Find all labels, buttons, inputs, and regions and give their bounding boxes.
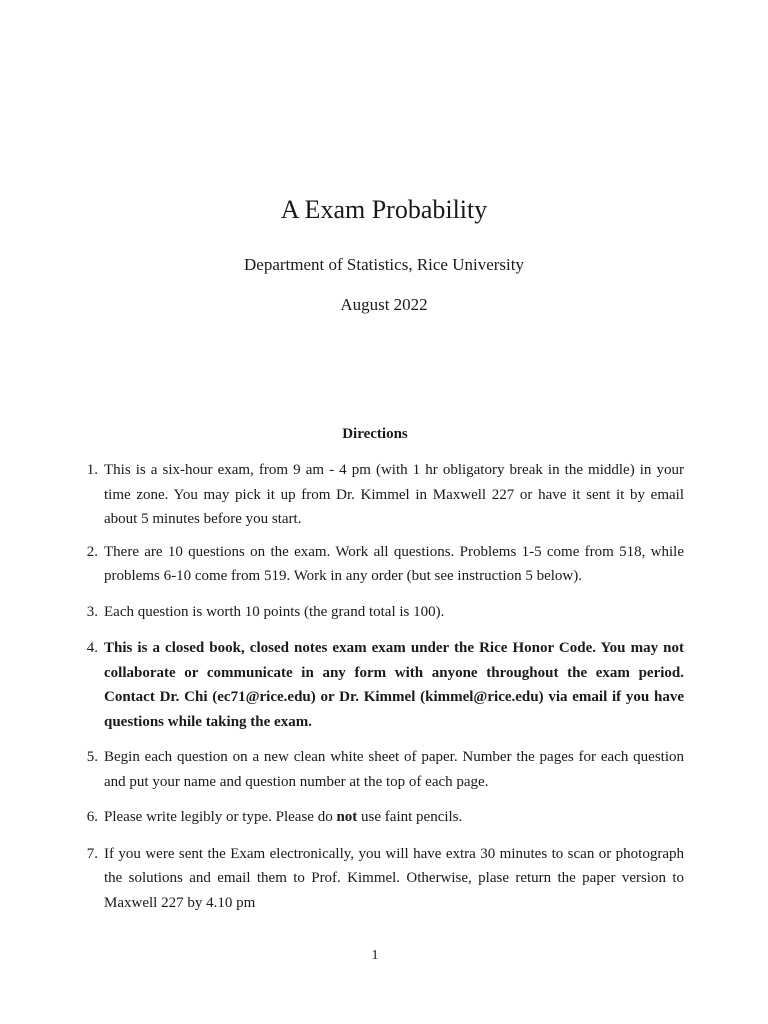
department-line: Department of Statistics, Rice University — [244, 255, 524, 274]
item-text: Begin each question on a new clean white sheet of paper. Number the pages for each question and put your name and question number at the top of each page. — [104, 749, 684, 790]
item-text: use faint pencils. — [357, 809, 463, 825]
directions-list — [80, 458, 684, 915]
item-number: 3. — [86, 603, 98, 620]
item-text: Please write legibly or type. Please do — [104, 809, 337, 825]
item-number: 7. — [86, 845, 98, 862]
item-number: 4. — [86, 640, 98, 656]
directions-item-5 — [80, 745, 684, 794]
page-number: 1 — [371, 948, 379, 963]
item-text-bold: This is a closed book, closed notes exam exam under the Rice Honor Code. You may not collaborate or communicate in any form with anyone throughout the exam period. Contact Dr. Chi (ec71@rice.edu) or Dr. Kimmel (kimmel@rice.edu) via email if you have questions while taking the exam. — [104, 640, 684, 730]
directions-item-4 — [80, 636, 684, 734]
item-number: 6. — [86, 809, 98, 825]
item-number: 1. — [86, 462, 98, 478]
directions-item-6 — [80, 805, 684, 830]
exam-date: August 2022 — [340, 295, 428, 314]
item-text: Each question is worth 10 points (the grand total is 100). — [104, 603, 445, 620]
item-text: This is a six-hour exam, from 9 am - 4 pm (with 1 hr obligatory break in the middle) in your time zone. You may pick it up from Dr. Kimmel in Maxwell 227 or have it sent it by email about 5 minutes before you start. — [104, 462, 684, 527]
item-text-emphasis: not — [336, 809, 358, 825]
directions-item-2 — [80, 540, 684, 589]
directions-item-7 — [80, 842, 684, 916]
directions-item-3 — [80, 600, 684, 625]
item-number: 2. — [86, 543, 98, 560]
document-title: A Exam Probability — [280, 195, 488, 224]
directions-heading: Directions — [342, 426, 408, 442]
item-number: 5. — [86, 749, 98, 765]
item-text: If you were sent the Exam electronically, you will have extra 30 minutes to scan or photograph the solutions and email them to Prof. Kimmel. Otherwise, plase return the paper version to Maxwell 227 by 4.10 pm — [104, 845, 684, 911]
directions-item-1 — [80, 458, 684, 532]
item-text: There are 10 questions on the exam. Work all questions. Problems 1-5 come from 518, while problems 6-10 come from 519. Work in any order (but see instruction 5 below). — [104, 543, 684, 584]
